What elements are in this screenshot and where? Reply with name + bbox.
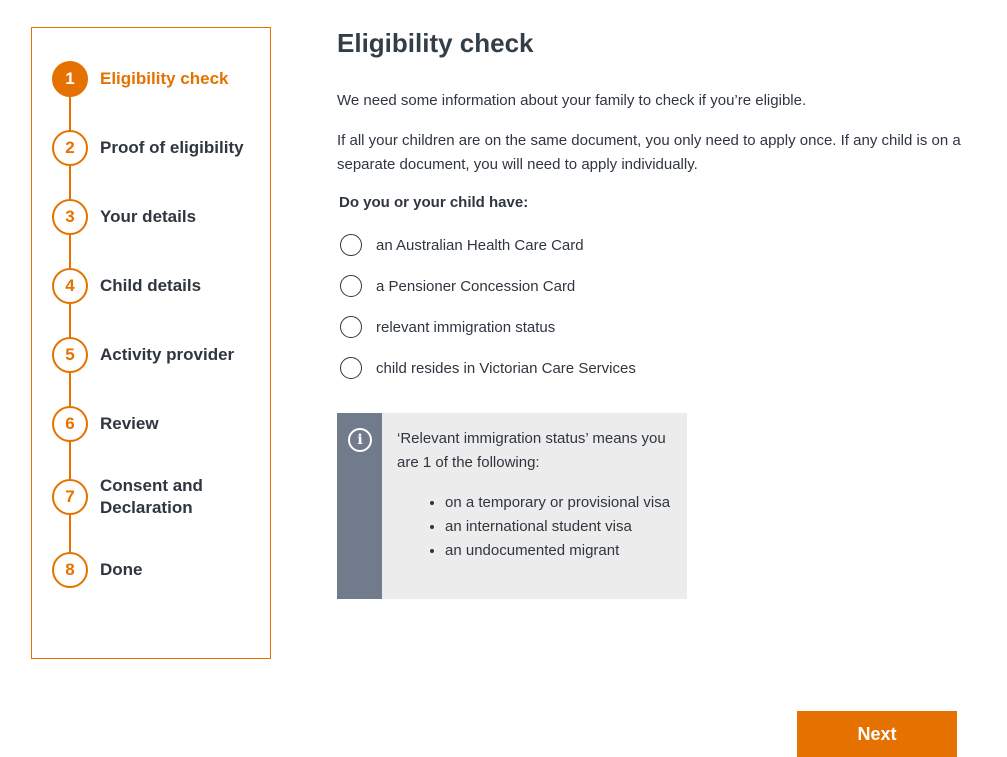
step-label: Consent and Declaration xyxy=(100,476,203,517)
page-title: Eligibility check xyxy=(337,28,534,58)
progress-stepper xyxy=(31,27,271,659)
radio-button[interactable] xyxy=(340,357,362,379)
radio-button[interactable] xyxy=(340,275,362,297)
option-health-care-card[interactable] xyxy=(340,233,584,257)
option-victorian-care-services[interactable] xyxy=(340,356,636,380)
option-immigration-status[interactable] xyxy=(340,315,555,339)
info-text: ‘Relevant immigration status’ means you are 1 of the following: xyxy=(397,430,666,471)
list-item: • on a temporary or provisional visa xyxy=(445,491,677,515)
eligibility-question: Do you or your child have: xyxy=(339,194,529,211)
step-label: Child details xyxy=(100,276,202,295)
step-number: 2 xyxy=(52,130,88,166)
step-label: Review xyxy=(100,414,159,433)
step-label: Proof of eligibility xyxy=(100,138,244,157)
step-number: 7 xyxy=(52,479,88,515)
step-number: 8 xyxy=(52,552,88,588)
info-callout xyxy=(337,413,687,599)
info-callout-bar xyxy=(337,413,382,599)
radio-button[interactable] xyxy=(340,234,362,256)
option-label: an Australian Health Care Card xyxy=(376,236,584,254)
step-label: Activity provider xyxy=(100,345,235,364)
step-label: Done xyxy=(100,560,143,579)
list-item: • an undocumented migrant xyxy=(445,539,677,563)
step-number: 6 xyxy=(52,406,88,442)
document-note: If all your children are on the same document, you only need to apply once. If any child is on a separate document, you will need to apply individually. xyxy=(337,132,961,173)
intro-text: We need some information about your family to check if you’re eligible. xyxy=(337,92,807,109)
list-item: • an international student visa xyxy=(445,515,677,539)
option-label: a Pensioner Concession Card xyxy=(376,277,576,295)
step-number: 5 xyxy=(52,337,88,373)
step-label: Eligibility check xyxy=(100,69,229,88)
step-number: 3 xyxy=(52,199,88,235)
option-label: child resides in Victorian Care Services xyxy=(376,359,636,377)
info-list xyxy=(397,491,677,563)
step-number: 4 xyxy=(52,268,88,304)
option-pensioner-concession-card[interactable] xyxy=(340,274,575,298)
option-label: relevant immigration status xyxy=(376,318,556,336)
next-button[interactable]: Next xyxy=(797,711,957,757)
step-label: Your details xyxy=(100,207,197,226)
radio-button[interactable] xyxy=(340,316,362,338)
info-icon: i xyxy=(348,428,372,452)
step-number: 1 xyxy=(52,61,88,97)
info-callout-body xyxy=(397,427,677,563)
